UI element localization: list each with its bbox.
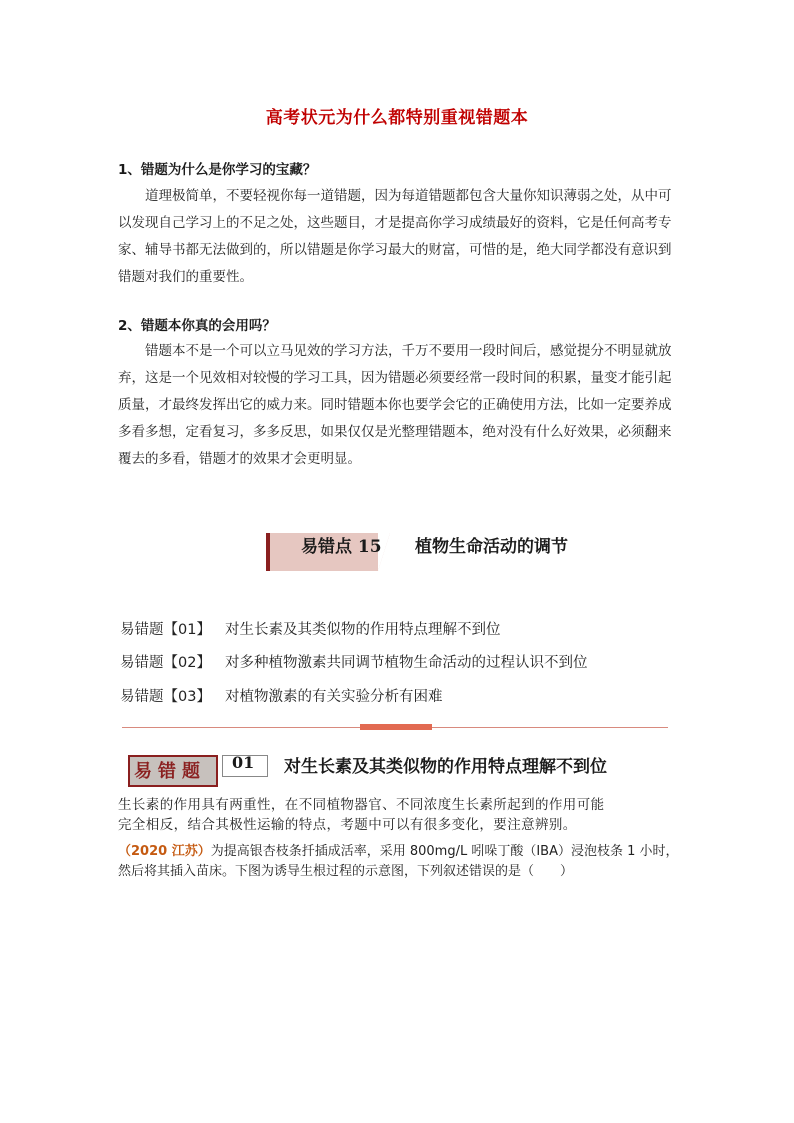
document-title: 高考状元为什么都特别重视错题本 [265, 108, 529, 128]
toc-code: 易错题【02】 [120, 655, 211, 671]
question-text [118, 842, 680, 882]
question-body: 为提高银杏枝条扦插成活率，采用 800mg/L 吲哚丁酸（IBA）浸泡枝条 1 小时，然后将其插入苗床。下图为诱导生根过程的示意图，下列叙述错误的是（ ） [118, 844, 679, 879]
toc-code: 易错题【03】 [120, 689, 211, 705]
section-body-1: 道理极简单，不要轻视你每一道错题，因为每道错题都包含大量你知识薄弱之处，从中可以发现自己学习上的不足之处，这些题目，才是提高你学习成绩最好的资料，它是任何高考专家、辅导书都无法做到的，所以错题是你学习最大的财富，可惜的是，绝大同学都没有意识到错题对我们的重要性。 [118, 188, 672, 285]
toc-item-1 [120, 618, 500, 639]
section-heading-2: 2、错题本你真的会用吗？ [118, 318, 276, 334]
banner-title: 植物生命活动的调节 [415, 537, 568, 557]
toc-text: 对植物激素的有关实验分析有困难 [224, 689, 443, 705]
toc-item-3 [120, 685, 442, 706]
item-number: 01 [232, 753, 255, 772]
toc-text: 对多种植物激素共同调节植物生命活动的过程认识不到位 [224, 655, 588, 671]
toc-code: 易错题【01】 [120, 622, 211, 638]
item-note-line-1: 生长素的作用具有两重性，在不同植物器官、不同浓度生长素所起到的作用可能 [118, 797, 605, 813]
divider-accent [360, 724, 432, 730]
section-body-2: 错题本不是一个可以立马见效的学习方法，千万不要用一段时间后，感觉提分不明显就放弃，这是一个见效相对较慢的学习工具，因为错题必须要经常一段时间的积累，量变才能引起质量，才最终发挥出它的威力来。同时错题本你也要学会它的正确使用方法，比如一定要养成多看多想，定看复习，多多反思，如果仅仅是光整理错题本，绝对没有什么好效果，必须翻来覆去的多看，错题才的效果才会更明显。 [118, 343, 672, 467]
toc-text: 对生长素及其类似物的作用特点理解不到位 [224, 622, 501, 638]
toc-item-2 [120, 651, 587, 672]
section-heading-1: 1、错题为什么是你学习的宝藏？ [118, 162, 317, 178]
item-title: 对生长素及其类似物的作用特点理解不到位 [284, 757, 607, 777]
item-label: 易错题 [134, 761, 206, 782]
item-note-line-2: 完全相反，结合其极性运输的特点，考题中可以有很多变化，要注意辨别。 [118, 817, 577, 833]
banner-label: 易错点 15 [301, 537, 382, 557]
question-source: （2020 江苏） [118, 844, 211, 859]
